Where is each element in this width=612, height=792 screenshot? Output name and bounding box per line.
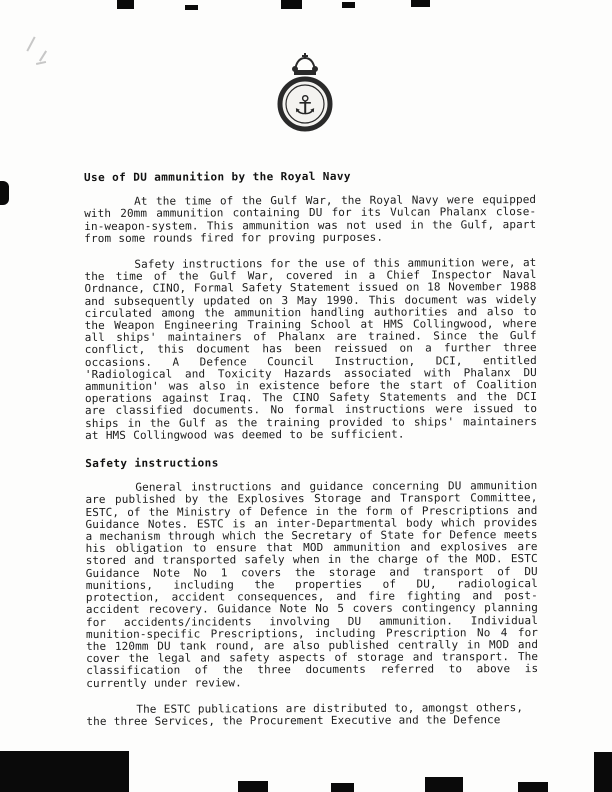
scan-artifact-bottom-1 xyxy=(238,781,268,792)
scan-artifact-bottom-2 xyxy=(331,783,354,792)
paragraph-safety-statement-history: Safety instructions for the use of this ammunition were, at the time of the Gulf War, covered in a Chief Inspector Naval Ordnance, CINO, Formal Safety Statement issued on 18 November 1988 and subsequently updated on 3 May 1990. This document was widely circulated among the ammunition handling authorities and also to the Weapon Engineering Training School at HMS Collingwood, where all ships' maintainers of Phalanx are trained. Since the Gulf conflict, this document has been reissued on a further three occasions. A Defence Council Instruction, DCI, entitled 'Radiological and Toxicity Hazards associated with Phalanx DU ammunition' was also in existence before the start of Coalition operations against Iraq. The CINO Safety Statements and the DCI are classified documents. No formal instructions were issued to ships in the Gulf as the training provided to ships' maintainers at HMS Collingwood was deemed to be sufficient. xyxy=(84,256,538,442)
svg-text:⚓: ⚓ xyxy=(293,91,317,121)
paragraph-estc-guidance: General instructions and guidance concerning DU ammunition are published by the Explosives Storage and Transport Committee, ESTC, of the Ministry of Defence in the form of Prescriptions and Guidance Notes. ESTC is an inter-Departmental body which provides a mechanism through which the Secretary of State for Defence meets his obligation to ensure that MOD ammunition and explosives are stored and transported safely when in the charge of the MOD. ESTC Guidance Note No 1 covers the storage and transport of DU munitions, including the properties of DU, radiological protection, accident consequences, and fire fighting and post-accident recovery. Guidance Note No 5 covers contingency planning for accidents/incidents involving DU ammunition. Individual munition-specific Prescriptions, including Prescription No 4 for the 120mm DU tank round, are also published centrally in MOD and cover the legal and safety aspects of storage and transport. The classification of the three documents referred to above is currently under review. xyxy=(85,479,539,690)
scan-artifact-top-4 xyxy=(342,2,355,8)
paragraph-estc-distribution: The ESTC publications are distributed to, amongst others, the three Services, the Procurement Executive and the Defence xyxy=(86,700,524,728)
scan-artifact-top-2 xyxy=(185,5,198,10)
pencil-mark-1 xyxy=(26,36,35,51)
heading-safety-instructions: Safety instructions xyxy=(85,456,219,471)
heading-du-ammunition-royal-navy: Use of DU ammunition by the Royal Navy xyxy=(83,169,351,184)
scan-artifact-bottom-3 xyxy=(425,777,463,792)
scan-artifact-bottom-right-edge xyxy=(594,752,612,792)
scan-artifact-top-5 xyxy=(411,0,430,7)
scan-artifact-top-3 xyxy=(281,0,302,9)
scan-artifact-bottom-4 xyxy=(518,782,548,792)
document-body xyxy=(84,170,538,728)
pencil-mark-3 xyxy=(36,61,46,65)
paragraph-gulf-war-equipment: At the time of the Gulf War, the Royal Navy were equipped with 20mm ammunition containing DU for its Vulcan Phalanx close-in-weapon-system. This ammunition was not used in the Gulf, apart from some rounds fired for proving purposes. xyxy=(84,193,537,245)
scan-artifact-top-1 xyxy=(117,0,134,9)
scan-artifact-left-edge xyxy=(0,181,9,205)
scan-artifact-bottom-left-block xyxy=(0,751,129,792)
pencil-mark-2 xyxy=(39,50,47,61)
mod-crest-icon xyxy=(274,50,336,134)
